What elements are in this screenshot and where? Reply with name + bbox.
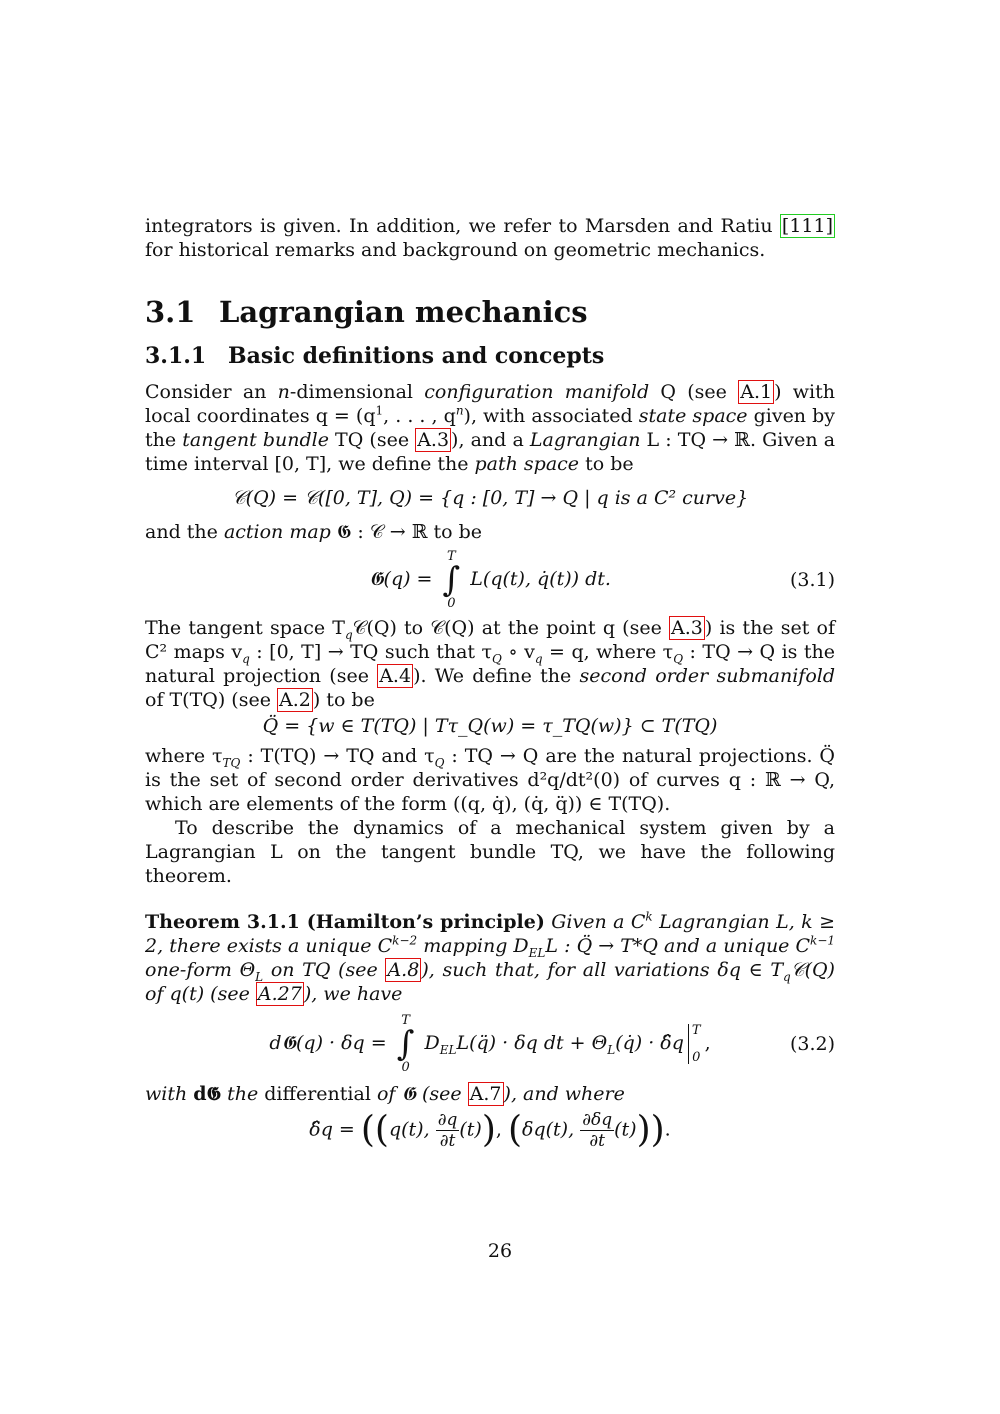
section-number: 3.1 bbox=[145, 295, 196, 329]
equation-3-1: 𝕲(q) = T ∫ 0 L(q(t), q̇(t)) dt. (3.1) bbox=[369, 549, 835, 611]
equation-3-2: d𝕲(q) · δq = T ∫ 0 $D_{EL}L(q̈) \cdot \delta q$ dt + $\Theta_L(q̇)$ · δ̂q T 0 , (3.2) bbox=[269, 1013, 835, 1075]
page-number: 26 bbox=[487, 1240, 513, 1262]
subsection-title: Basic definitions and concepts bbox=[228, 343, 605, 369]
integral-sign: T ∫ 0 bbox=[396, 1013, 415, 1075]
ref-link-a3b[interactable]: A.3 bbox=[671, 617, 703, 639]
paragraph-tangent-space: The tangent space $T_q𝒞(Q)$ to 𝒞(Q) at the point q (see A.3 ) is the set of C² maps $v_q$ : [0, T] → TQ such that $\tau_Q$ ∘ $v_q = q$, where $\tau_Q$ : TQ → Q is the natural projection (see A.4 ). We define the second order submanifold of T(TQ) (see A.2 ) to be bbox=[145, 617, 835, 711]
ref-link-a7[interactable]: A.7 bbox=[469, 1083, 502, 1105]
equation-path-space: 𝒞(Q) = 𝒞([0, T], Q) = {q : [0, T] → Q | q is a C² curve} bbox=[231, 487, 749, 509]
ref-link-a1[interactable]: A.1 bbox=[740, 381, 773, 403]
ref-link-a3[interactable]: A.3 bbox=[417, 429, 450, 451]
equation-delta-hat-q: δ̂q = ((q(t), $\frac{\partial q}{\partial t}$ (t)), (δq(t), $\frac{\partial\delta q}{\partial t}$ (t))). bbox=[309, 1109, 671, 1151]
equation-tag: (3.1) bbox=[789, 569, 835, 591]
ref-link-a27[interactable]: A.27 bbox=[257, 983, 302, 1005]
section-heading bbox=[145, 295, 835, 329]
citation-link[interactable]: [111] bbox=[781, 215, 833, 237]
intro-paragraph: integrators is given. In addition, we refer to Marsden and Ratiu [111] for historical remarks and background on geometric mechanics. bbox=[145, 215, 833, 261]
paragraph-configuration: Consider an n-dimensional configuration manifold Q (see A.1 ) with local coordinates $q = (q^1$, . . . , $q^n$), with associated state space given by the tangent bundle TQ (see A.3 ), and a Lagrangian L : TQ → ℝ. Given a time interval [0, T], we define the path space to be bbox=[145, 381, 836, 475]
theorem-hamilton: Theorem 3.1.1 (Hamilton’s principle) Given a $C^k$ Lagrangian L, k ≥ 2, there exists a unique $C^{k-2}$ mapping $D_{EL}L$ : Q̈ → T*Q and a unique $C^{k-1}$ one-form $\Theta_L$ on TQ (see A.8 ), such that, for all variations δq ∈ $T_q𝒞(Q)$ of q(t) (see A.27 ), we have bbox=[145, 909, 836, 1005]
subsection-number: 3.1.1 bbox=[145, 343, 207, 369]
ref-link-a2[interactable]: A.2 bbox=[279, 689, 311, 711]
paragraph-action-map: and the action map 𝕲 : 𝒞 → ℝ to be bbox=[145, 521, 483, 543]
integral-sign: T ∫ 0 bbox=[442, 549, 461, 611]
page-body bbox=[145, 214, 835, 1155]
equation-second-order: Q̈ = {w ∈ T(TQ) | Tτ_Q(w) = τ_TQ(w)} ⊂ T(TQ) bbox=[262, 715, 718, 737]
subsection-heading bbox=[145, 344, 835, 368]
paragraph-dynamics: To describe the dynamics of a mechanical system given by a Lagrangian L on the tangent bundle TQ, we have the following theorem. bbox=[145, 817, 835, 887]
ref-link-a8[interactable]: A.8 bbox=[387, 959, 420, 981]
theorem-label: Theorem 3.1.1 (Hamilton’s principle) bbox=[145, 911, 545, 933]
section-title: Lagrangian mechanics bbox=[219, 295, 588, 329]
equation-tag: (3.2) bbox=[789, 1033, 835, 1055]
ref-link-a4[interactable]: A.4 bbox=[379, 665, 412, 687]
paragraph-differential: with d𝕲 the differential of 𝕲 (see A.7 ), and where bbox=[145, 1083, 625, 1105]
paragraph-projections: where $\tau_{TQ}$ : T(TQ) → TQ and $\tau_Q$ : TQ → Q are the natural projections. Q̈ is the set of second order derivatives d²q/dt²(0) of curves q : ℝ → Q, which are elements of the form ((q, q̇), (q̇, q̈)) ∈ T(TQ). bbox=[145, 745, 836, 815]
